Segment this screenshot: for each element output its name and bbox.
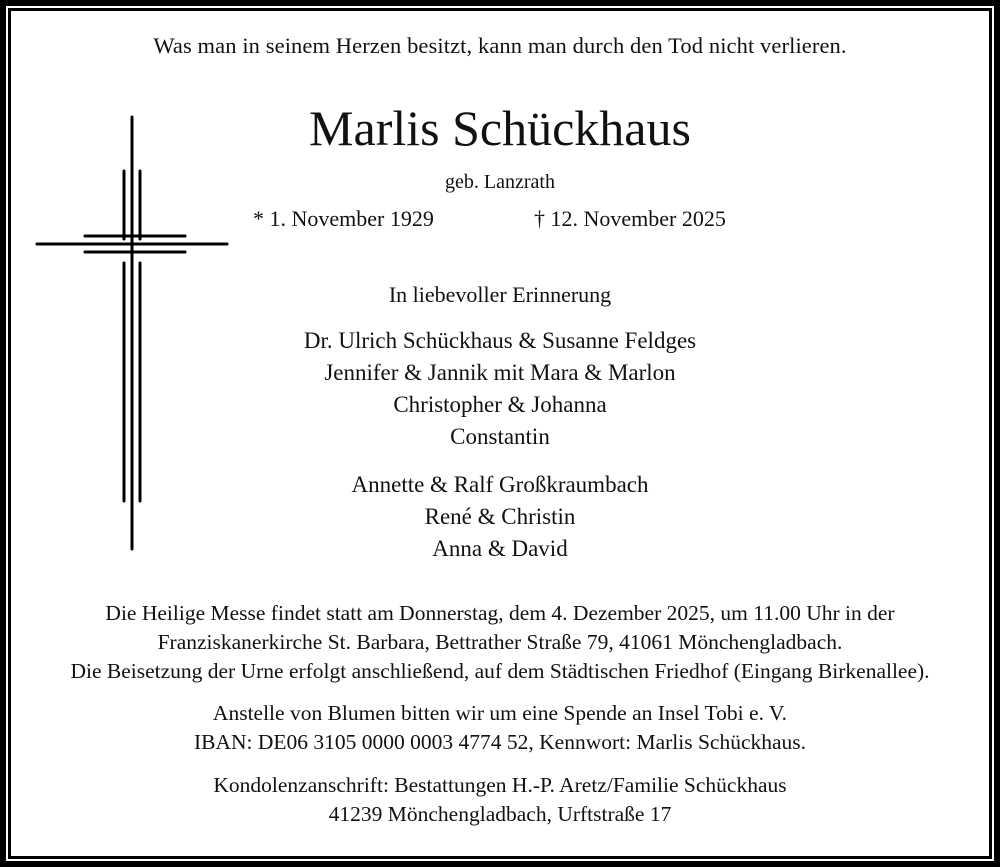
condolence-address-line: Kondolenzanschrift: Bestattungen H.-P. Aretz/Familie Schückhaus bbox=[213, 773, 787, 797]
service-info-line: Franziskanerkirche St. Barbara, Bettrather Straße 79, 41061 Mönchengladbach. bbox=[157, 630, 843, 654]
motto: Was man in seinem Herzen besitzt, kann man durch den Tod nicht verlieren. bbox=[153, 33, 847, 58]
family-member: Constantin bbox=[450, 424, 550, 449]
family-member: Christopher & Johanna bbox=[393, 392, 607, 417]
maiden-name: geb. Lanzrath bbox=[445, 171, 555, 193]
family-member: Annette & Ralf Großkraumbach bbox=[351, 472, 649, 497]
death-date: † 12. November 2025 bbox=[534, 206, 726, 231]
service-info-line: Die Heilige Messe findet statt am Donnerstag, dem 4. Dezember 2025, um 11.00 Uhr in der bbox=[105, 601, 895, 625]
birth-date: * 1. November 1929 bbox=[253, 206, 434, 231]
family-member: Dr. Ulrich Schückhaus & Susanne Feldges bbox=[303, 328, 697, 353]
deceased-name: Marlis Schückhaus bbox=[309, 100, 691, 156]
donation-info-line: Anstelle von Blumen bitten wir um eine Spende an Insel Tobi e. V. bbox=[212, 701, 788, 725]
family-member: Anna & David bbox=[432, 536, 568, 561]
family-member: Jennifer & Jannik mit Mara & Marlon bbox=[324, 360, 676, 385]
service-info-line: Die Beisetzung der Urne erfolgt anschließend, auf dem Städtischen Friedhof (Eingang Birkenallee). bbox=[70, 659, 930, 683]
family-member: René & Christin bbox=[424, 504, 576, 529]
condolence-address-line: 41239 Mönchengladbach, Urftstraße 17 bbox=[328, 802, 672, 826]
donation-iban-line: IBAN: DE06 3105 0000 0003 4774 52, Kennwort: Marlis Schückhaus. bbox=[193, 730, 807, 754]
obituary-notice bbox=[11, 11, 989, 856]
memory-line: In liebevoller Erinnerung bbox=[388, 282, 612, 307]
